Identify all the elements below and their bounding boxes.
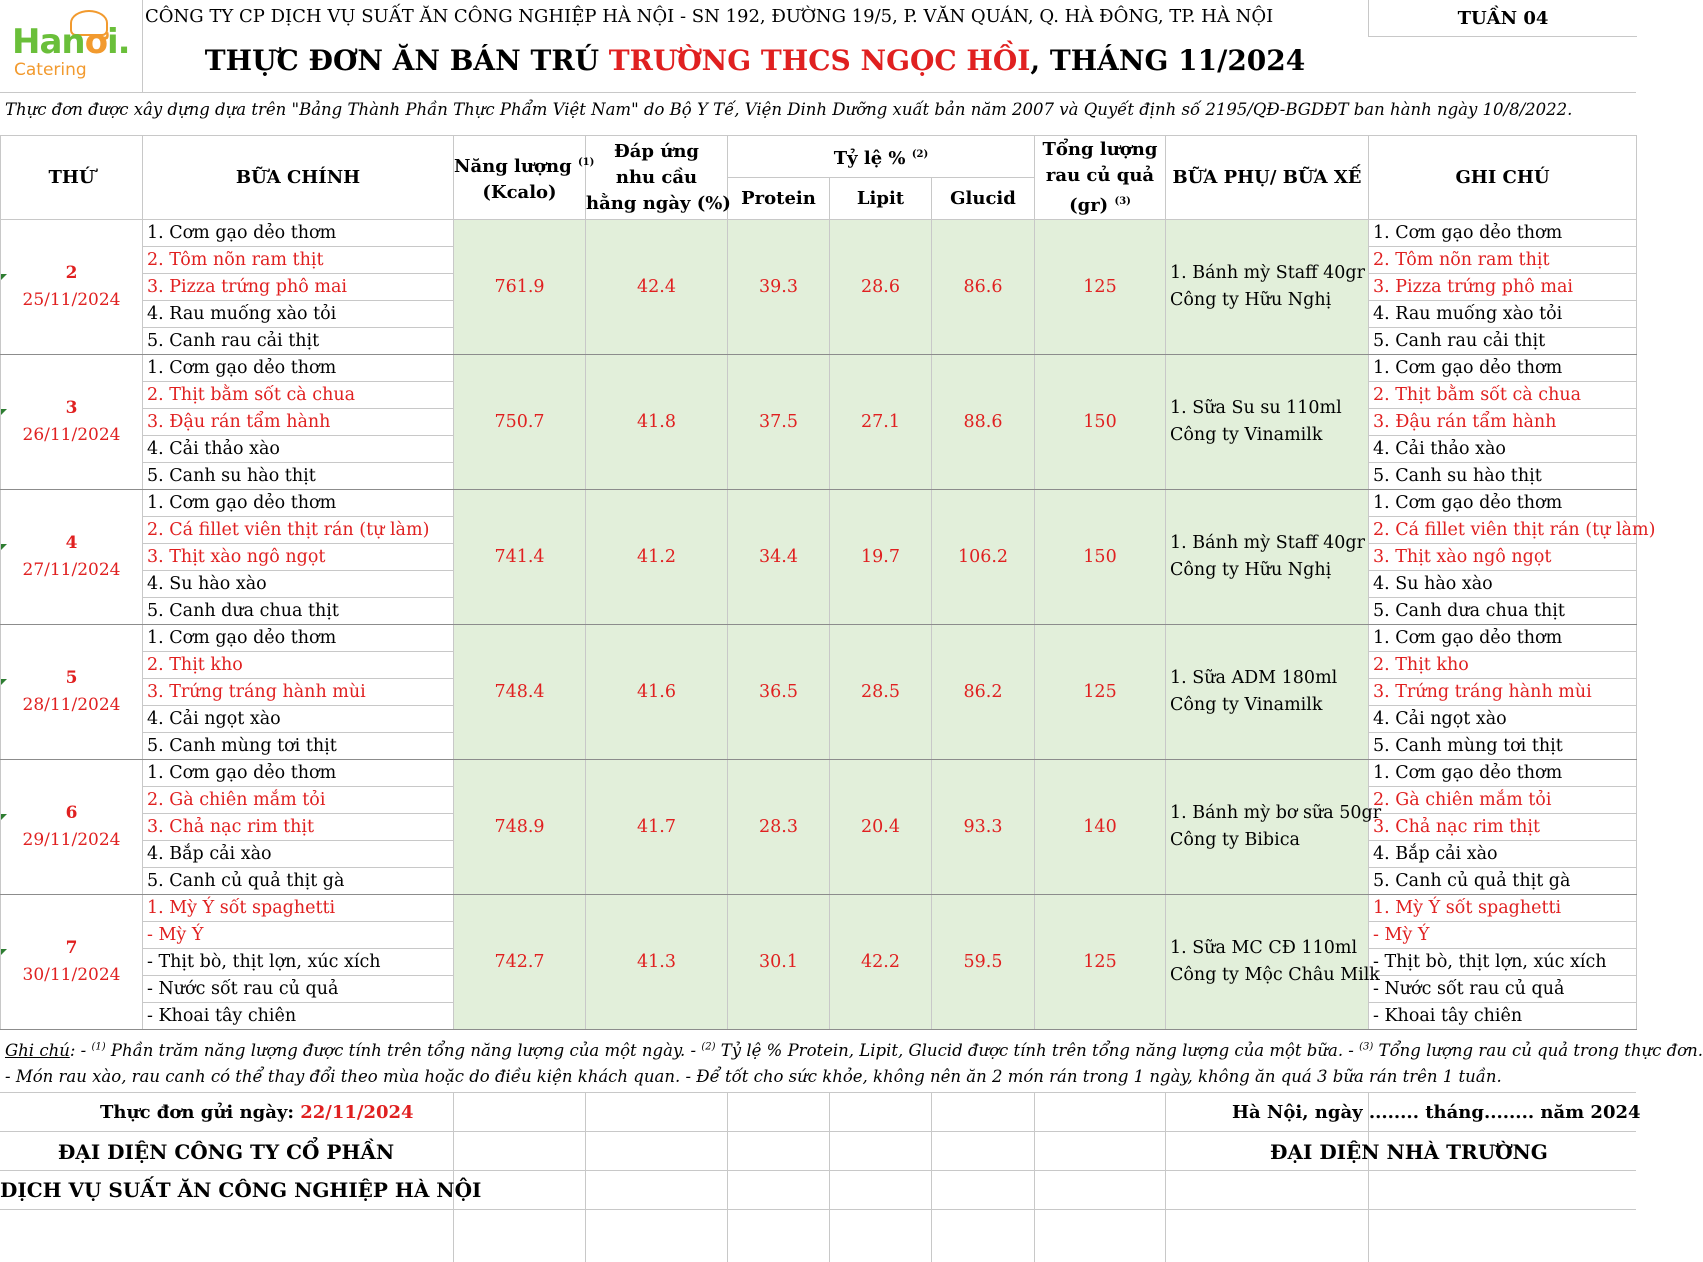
lipit-value: 19.7 bbox=[830, 490, 932, 625]
grid-line bbox=[931, 1092, 932, 1262]
note-dish: - Mỳ Ý bbox=[1369, 922, 1637, 949]
note-dish: 3. Chả nạc rim thịt bbox=[1369, 814, 1637, 841]
main-dish: 3. Pizza trứng phô mai bbox=[143, 274, 454, 301]
company-representative-line-1: ĐẠI DIỆN CÔNG TY CỔ PHẦN bbox=[57, 1140, 395, 1164]
note-dish: 3. Pizza trứng phô mai bbox=[1369, 274, 1637, 301]
col-day: THỨ bbox=[1, 136, 143, 220]
comment-marker-icon bbox=[1, 544, 7, 550]
day-cell bbox=[1, 490, 143, 625]
veg-value: 150 bbox=[1035, 490, 1166, 625]
grid-line bbox=[585, 1092, 586, 1262]
note-dish: 3. Trứng tráng hành mùi bbox=[1369, 679, 1637, 706]
grid-line bbox=[1034, 1092, 1035, 1262]
snack-cell bbox=[1166, 355, 1369, 490]
weekday: 4 bbox=[65, 533, 78, 553]
note-dish: 3. Thịt xào ngô ngọt bbox=[1369, 544, 1637, 571]
menu-table bbox=[0, 135, 1656, 1030]
note-dish: 4. Bắp cải xào bbox=[1369, 841, 1637, 868]
main-dish: 4. Su hào xào bbox=[143, 571, 454, 598]
table-row bbox=[1, 760, 1637, 787]
glucid-value: 88.6 bbox=[932, 355, 1035, 490]
grid-line bbox=[1165, 1092, 1166, 1262]
meet-value: 42.4 bbox=[586, 220, 728, 355]
note-dish: 4. Cải thảo xào bbox=[1369, 436, 1637, 463]
snack-supplier: Công ty Hữu Nghị bbox=[1170, 560, 1332, 580]
snack-item: 1. Bánh mỳ bơ sữa 50gr bbox=[1170, 803, 1382, 823]
main-dish: 2. Thịt kho bbox=[143, 652, 454, 679]
protein-value: 30.1 bbox=[728, 895, 830, 1030]
main-dish: 2. Tôm nõn ram thịt bbox=[143, 247, 454, 274]
grid-line bbox=[0, 1209, 1636, 1210]
protein-value: 37.5 bbox=[728, 355, 830, 490]
col-main: BỮA CHÍNH bbox=[143, 136, 454, 220]
day-cell bbox=[1, 760, 143, 895]
col-snack: BỮA PHỤ/ BỮA XẾ bbox=[1166, 136, 1369, 220]
snack-supplier: Công ty Hữu Nghị bbox=[1170, 290, 1332, 310]
glucid-value: 86.6 bbox=[932, 220, 1035, 355]
note-dish: 1. Cơm gạo dẻo thơm bbox=[1369, 760, 1637, 787]
energy-value: 748.4 bbox=[454, 625, 586, 760]
weekday: 2 bbox=[65, 263, 78, 283]
day-cell bbox=[1, 355, 143, 490]
snack-cell bbox=[1166, 625, 1369, 760]
note-dish: 2. Cá fillet viên thịt rán (tự làm) bbox=[1369, 517, 1637, 544]
note-dish: 2. Thịt bằm sốt cà chua bbox=[1369, 382, 1637, 409]
note-dish: 5. Canh su hào thịt bbox=[1369, 463, 1637, 490]
veg-value: 125 bbox=[1035, 895, 1166, 1030]
day-cell bbox=[1, 220, 143, 355]
energy-value: 748.9 bbox=[454, 760, 586, 895]
meet-value: 41.3 bbox=[586, 895, 728, 1030]
main-dish: 1. Cơm gạo dẻo thơm bbox=[143, 760, 454, 787]
col-note: GHI CHÚ bbox=[1369, 136, 1637, 220]
snack-supplier: Công ty Mộc Châu Milk bbox=[1170, 965, 1380, 985]
school-representative: ĐẠI DIỆN NHÀ TRƯỜNG bbox=[1270, 1140, 1548, 1164]
snack-supplier: Công ty Vinamilk bbox=[1170, 425, 1323, 445]
main-dish: 1. Mỳ Ý sốt spaghetti bbox=[143, 895, 454, 922]
note-dish: 1. Cơm gạo dẻo thơm bbox=[1369, 220, 1637, 247]
week-label: TUẦN 04 bbox=[1457, 8, 1549, 29]
energy-value: 761.9 bbox=[454, 220, 586, 355]
snack-item: 1. Sữa MC CĐ 110ml bbox=[1170, 938, 1358, 958]
lipit-value: 27.1 bbox=[830, 355, 932, 490]
main-dish: 4. Cải ngọt xào bbox=[143, 706, 454, 733]
col-lipit: Lipit bbox=[830, 178, 932, 220]
main-dish: 2. Gà chiên mắm tỏi bbox=[143, 787, 454, 814]
note-dish: 1. Cơm gạo dẻo thơm bbox=[1369, 355, 1637, 382]
main-dish: - Mỳ Ý bbox=[143, 922, 454, 949]
col-meet: Đáp ứng nhu cầu hằng ngày (%) bbox=[586, 136, 728, 220]
snack-cell bbox=[1166, 760, 1382, 895]
col-protein: Protein bbox=[728, 178, 830, 220]
main-dish: - Thịt bò, thịt lợn, xúc xích bbox=[143, 949, 454, 976]
note-dish: 1. Mỳ Ý sốt spaghetti bbox=[1369, 895, 1637, 922]
veg-value: 140 bbox=[1035, 760, 1166, 895]
snack-item: 1. Bánh mỳ Staff 40gr bbox=[1170, 533, 1365, 553]
grid-line bbox=[0, 1092, 1636, 1093]
note-dish: 5. Canh dưa chua thịt bbox=[1369, 598, 1637, 625]
school-name: TRƯỜNG THCS NGỌC HỒI bbox=[608, 44, 1031, 77]
main-dish: 3. Trứng tráng hành mùi bbox=[143, 679, 454, 706]
note-dish: 4. Cải ngọt xào bbox=[1369, 706, 1637, 733]
comment-marker-icon bbox=[1, 409, 7, 415]
note-dish: - Nước sốt rau củ quả bbox=[1369, 976, 1637, 1003]
lipit-value: 28.6 bbox=[830, 220, 932, 355]
col-energy: Năng lượng $^{(1)}$ (Kcalo) bbox=[454, 136, 586, 220]
main-dish: 1. Cơm gạo dẻo thơm bbox=[143, 490, 454, 517]
grid-line bbox=[727, 1092, 728, 1262]
glucid-value: 106.2 bbox=[932, 490, 1035, 625]
grid-line bbox=[0, 1170, 1636, 1171]
main-dish: 2. Cá fillet viên thịt rán (tự làm) bbox=[143, 517, 454, 544]
note-dish: 1. Cơm gạo dẻo thơm bbox=[1369, 490, 1637, 517]
date: 26/11/2024 bbox=[22, 425, 121, 445]
source-note: Thực đơn được xây dựng dựa trên "Bảng Thành Phần Thực Phẩm Việt Nam" do Bộ Y Tế, Viện Dinh Dưỡng xuất bản năm 2007 và Quyết định số 2195/QĐ-BGDĐT ban hành ngày 10/8/2022. bbox=[5, 100, 1573, 119]
main-dish: 1. Cơm gạo dẻo thơm bbox=[143, 220, 454, 247]
logo-wordmark: Hanơi. bbox=[12, 22, 130, 62]
meet-value: 41.7 bbox=[586, 760, 728, 895]
lipit-value: 42.2 bbox=[830, 895, 932, 1030]
date: 28/11/2024 bbox=[22, 695, 121, 715]
col-glucid: Glucid bbox=[932, 178, 1035, 220]
veg-value: 125 bbox=[1035, 220, 1166, 355]
note-dish: 4. Rau muống xào tỏi bbox=[1369, 301, 1637, 328]
snack-supplier: Công ty Vinamilk bbox=[1170, 695, 1323, 715]
main-dish: 3. Chả nạc rim thịt bbox=[143, 814, 454, 841]
grid-line bbox=[829, 1092, 830, 1262]
place-date: Hà Nội, ngày ........ tháng........ năm 2024 bbox=[1232, 1102, 1641, 1123]
glucid-value: 86.2 bbox=[932, 625, 1035, 760]
date: 25/11/2024 bbox=[22, 290, 121, 310]
weekday: 3 bbox=[65, 398, 78, 418]
main-dish: 5. Canh dưa chua thịt bbox=[143, 598, 454, 625]
veg-value: 150 bbox=[1035, 355, 1166, 490]
snack-cell bbox=[1166, 490, 1369, 625]
snack-cell bbox=[1166, 895, 1380, 1030]
header bbox=[0, 0, 1636, 93]
main-dish: 2. Thịt bằm sốt cà chua bbox=[143, 382, 454, 409]
weekday: 6 bbox=[65, 803, 78, 823]
meet-value: 41.8 bbox=[586, 355, 728, 490]
col-veg: Tổng lượng rau củ quả (gr) $^{(3)}$ bbox=[1035, 136, 1166, 220]
energy-value: 750.7 bbox=[454, 355, 586, 490]
main-dish: 5. Canh củ quả thịt gà bbox=[143, 868, 454, 895]
main-dish: 1. Cơm gạo dẻo thơm bbox=[143, 625, 454, 652]
sent-date: Thực đơn gửi ngày: 22/11/2024 bbox=[100, 1102, 414, 1123]
energy-value: 742.7 bbox=[454, 895, 586, 1030]
grid-line bbox=[453, 1092, 454, 1262]
company-info: CÔNG TY CP DỊCH VỤ SUẤT ĂN CÔNG NGHIỆP HÀ NỘI - SN 192, ĐƯỜNG 19/5, P. VĂN QUÁN, Q. HÀ ĐÔNG, TP. HÀ NỘI bbox=[145, 6, 1274, 27]
snack-cell bbox=[1166, 220, 1369, 355]
snack-item: 1. Bánh mỳ Staff 40gr bbox=[1170, 263, 1365, 283]
glucid-value: 59.5 bbox=[932, 895, 1035, 1030]
footnote-line-2: - Món rau xào, rau canh có thể thay đổi theo mùa hoặc do điều kiện khách quan. - Để tốt cho sức khỏe, không nên ăn 2 món rán trong 1 ngày, không ăn quá 3 bữa rán trên 1 tuần. bbox=[5, 1067, 1502, 1086]
main-dish: - Nước sốt rau củ quả bbox=[143, 976, 454, 1003]
main-dish: 4. Bắp cải xào bbox=[143, 841, 454, 868]
protein-value: 39.3 bbox=[728, 220, 830, 355]
note-dish: 5. Canh rau cải thịt bbox=[1369, 328, 1637, 355]
snack-item: 1. Sữa Su su 110ml bbox=[1170, 398, 1342, 418]
comment-marker-icon bbox=[1, 814, 7, 820]
menu-body bbox=[1, 220, 1656, 1030]
weekday: 7 bbox=[65, 938, 78, 958]
table-row bbox=[1, 490, 1637, 517]
footnote-line-1: Ghi chú: - $^{(1)}$ Phần trăm năng lượng được tính trên tổng năng lượng của một ngày. - $^{(2)}$ Tỷ lệ % Protein, Lipit, Glucid được tính trên tổng năng lượng của một bữa. - $^{(3)}$ Tổng lượng rau củ quả trong thực đơn. bbox=[5, 1041, 1703, 1060]
comment-marker-icon bbox=[1, 274, 7, 280]
date: 30/11/2024 bbox=[22, 965, 121, 985]
day-cell bbox=[1, 895, 143, 1030]
table-row bbox=[1, 895, 1637, 922]
date: 27/11/2024 bbox=[22, 560, 121, 580]
comment-marker-icon bbox=[1, 679, 7, 685]
note-dish: 2. Tôm nõn ram thịt bbox=[1369, 247, 1637, 274]
main-dish: 3. Đậu rán tẩm hành bbox=[143, 409, 454, 436]
company-logo bbox=[0, 0, 143, 92]
snack-item: 1. Sữa ADM 180ml bbox=[1170, 668, 1338, 688]
lipit-value: 28.5 bbox=[830, 625, 932, 760]
weekday: 5 bbox=[65, 668, 78, 688]
main-dish: - Khoai tây chiên bbox=[143, 1003, 454, 1030]
protein-value: 36.5 bbox=[728, 625, 830, 760]
note-dish: 3. Đậu rán tẩm hành bbox=[1369, 409, 1637, 436]
main-dish: 4. Cải thảo xào bbox=[143, 436, 454, 463]
meet-value: 41.2 bbox=[586, 490, 728, 625]
meet-value: 41.6 bbox=[586, 625, 728, 760]
veg-value: 125 bbox=[1035, 625, 1166, 760]
week-cell bbox=[1368, 0, 1637, 37]
logo-subtitle: Catering bbox=[14, 60, 87, 80]
comment-marker-icon bbox=[1, 949, 7, 955]
main-dish: 3. Thịt xào ngô ngọt bbox=[143, 544, 454, 571]
grid-line bbox=[0, 1131, 1636, 1132]
day-cell bbox=[1, 625, 143, 760]
note-dish: - Thịt bò, thịt lợn, xúc xích bbox=[1369, 949, 1637, 976]
note-dish: - Khoai tây chiên bbox=[1369, 1003, 1637, 1030]
company-representative-line-2: DỊCH VỤ SUẤT ĂN CÔNG NGHIỆP HÀ NỘI bbox=[0, 1178, 482, 1202]
main-dish: 1. Cơm gạo dẻo thơm bbox=[143, 355, 454, 382]
snack-supplier: Công ty Bibica bbox=[1170, 830, 1300, 850]
main-dish: 4. Rau muống xào tỏi bbox=[143, 301, 454, 328]
lipit-value: 20.4 bbox=[830, 760, 932, 895]
table-row bbox=[1, 355, 1637, 382]
table-row bbox=[1, 220, 1637, 247]
note-dish: 4. Su hào xào bbox=[1369, 571, 1637, 598]
col-ratio: Tỷ lệ % $^{(2)}$ bbox=[728, 136, 1035, 178]
protein-value: 34.4 bbox=[728, 490, 830, 625]
protein-value: 28.3 bbox=[728, 760, 830, 895]
note-dish: 2. Gà chiên mắm tỏi bbox=[1369, 787, 1637, 814]
note-dish: 5. Canh củ quả thịt gà bbox=[1369, 868, 1637, 895]
page-title: THỰC ĐƠN ĂN BÁN TRÚ TRƯỜNG THCS NGỌC HỒI, THÁNG 11/2024 bbox=[204, 44, 1306, 77]
note-dish: 2. Thịt kho bbox=[1369, 652, 1637, 679]
main-dish: 5. Canh rau cải thịt bbox=[143, 328, 454, 355]
energy-value: 741.4 bbox=[454, 490, 586, 625]
date: 29/11/2024 bbox=[22, 830, 121, 850]
main-dish: 5. Canh su hào thịt bbox=[143, 463, 454, 490]
note-dish: 5. Canh mùng tơi thịt bbox=[1369, 733, 1637, 760]
glucid-value: 93.3 bbox=[932, 760, 1035, 895]
note-dish: 1. Cơm gạo dẻo thơm bbox=[1369, 625, 1637, 652]
table-row bbox=[1, 625, 1637, 652]
main-dish: 5. Canh mùng tơi thịt bbox=[143, 733, 454, 760]
